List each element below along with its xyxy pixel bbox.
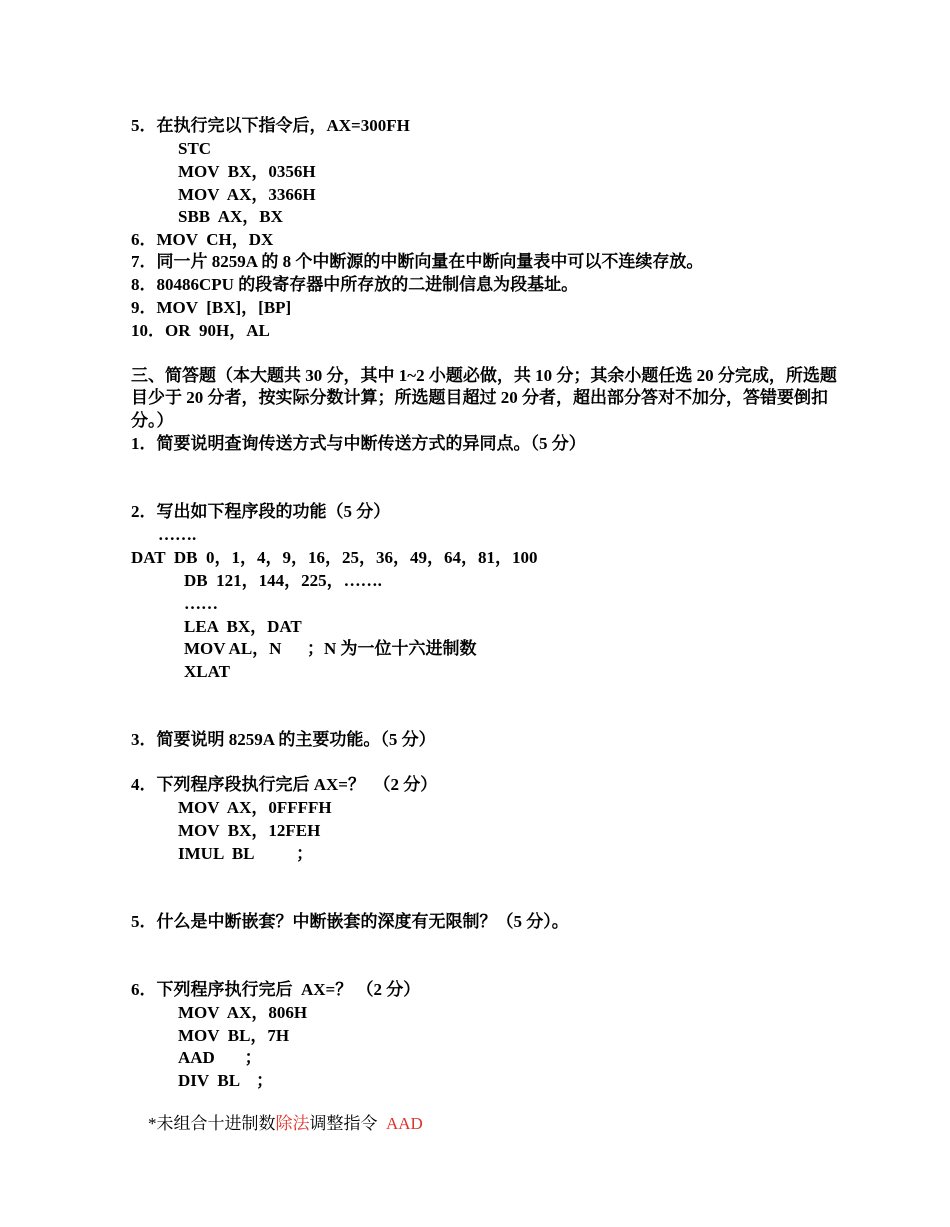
short-question-5: 5．什么是中断嵌套？中断嵌套的深度有无限制？（5 分）。	[131, 912, 569, 931]
note-highlight-aad: AAD	[386, 1114, 423, 1133]
code-line: LEA BX，DAT	[184, 617, 302, 636]
short-question-6: 6．下列程序执行完后 AX=？ （2 分）	[131, 980, 421, 999]
code-line: DIV BL ；	[178, 1071, 274, 1090]
question-8: 8．80486CPU 的段寄存器中所存放的二进制信息为段基址。	[131, 275, 579, 294]
section-3-heading: 三、简答题（本大题共 30 分，其中 1~2 小题必做，共 10 分；其余小题任选 20 分完成，所选题	[131, 366, 837, 385]
code-line: …….	[158, 525, 197, 544]
note-line	[131, 1094, 423, 1154]
code-line: MOV AX，806H	[178, 1003, 308, 1022]
note-highlight-division: 除法	[275, 1114, 310, 1133]
code-line: ……	[184, 594, 218, 613]
short-question-1: 1．简要说明查询传送方式与中断传送方式的异同点。（5 分）	[131, 434, 586, 453]
code-line: AAD ；	[178, 1048, 262, 1067]
short-question-4: 4．下列程序段执行完后 AX=？ （2 分）	[131, 775, 438, 794]
short-question-2: 2．写出如下程序段的功能（5 分）	[131, 502, 391, 521]
code-line: DB 121，144，225，…….	[184, 571, 382, 590]
code-line: MOV AX，0FFFFH	[178, 798, 332, 817]
code-line: MOV BX，12FEH	[178, 821, 321, 840]
code-line: DAT DB 0，1，4，9，16，25，36，49，64，81，100	[131, 548, 538, 567]
note-prefix: *未组合十进制数	[148, 1114, 276, 1133]
code-line: MOV BX，0356H	[178, 162, 316, 181]
note-mid: 调整指令	[309, 1114, 378, 1133]
code-line: XLAT	[184, 662, 230, 681]
question-7: 7．同一片 8259A 的 8 个中断源的中断向量在中断向量表中可以不连续存放。	[131, 252, 704, 271]
code-line: SBB AX，BX	[178, 207, 283, 226]
code-line: MOV BL，7H	[178, 1026, 290, 1045]
question-5-title: 5．在执行完以下指令后，AX=300FH	[131, 116, 410, 135]
section-3-heading-cont: 分。）	[131, 411, 174, 430]
code-line: IMUL BL ；	[178, 844, 314, 863]
question-10: 10．OR 90H，AL	[131, 321, 270, 340]
section-3-heading-cont: 目少于 20 分者，按实际分数计算；所选题目超过 20 分者，超出部分答对不加分，答错要倒扣	[131, 388, 828, 407]
note-gap	[378, 1114, 387, 1133]
code-line: STC	[178, 139, 212, 158]
question-9: 9．MOV [BX]，[BP]	[131, 298, 292, 317]
code-line: MOV AX，3366H	[178, 185, 316, 204]
short-question-3: 3．简要说明 8259A 的主要功能。（5 分）	[131, 730, 436, 749]
code-line: MOV AL，N ；N 为一位十六进制数	[184, 639, 477, 658]
question-6: 6．MOV CH，DX	[131, 230, 274, 249]
